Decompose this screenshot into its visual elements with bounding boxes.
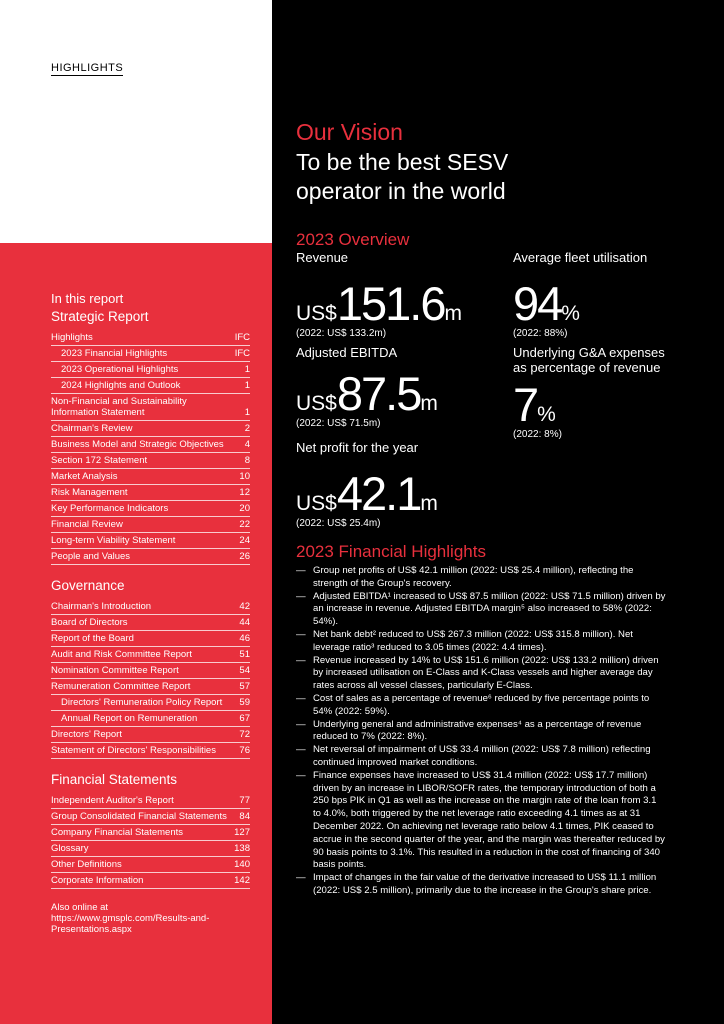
table-of-contents [51, 291, 250, 935]
toc-entry[interactable] [51, 647, 250, 663]
vision-statement: To be the best SESV operator in the world [296, 149, 509, 204]
toc-entry-page: 42 [239, 601, 250, 612]
highlight-text: Underlying general and administrative expenses⁴ as a percentage of revenue reduced to 7% (2022: 8%). [313, 718, 642, 743]
financial-highlights-heading: 2023 Financial Highlights [296, 542, 486, 561]
highlight-text: Group net profits of US$ 42.1 million (2022: US$ 25.4 million), reflecting the strength of the Group's recovery. [313, 565, 634, 589]
toc-entry-label: Business Model and Strategic Objectives [51, 439, 224, 450]
highlight-bullet [296, 565, 666, 591]
kpi-unit: m [420, 492, 438, 515]
toc-section [51, 772, 250, 889]
kpi-value [296, 277, 462, 330]
toc-entry[interactable] [51, 873, 250, 889]
toc-entry-page: 26 [239, 551, 250, 562]
overview-heading: 2023 Overview [296, 230, 410, 249]
toc-entry[interactable] [51, 394, 250, 421]
toc-entry-label: Long-term Viability Statement [51, 535, 176, 546]
toc-entry[interactable] [51, 841, 250, 857]
toc-entry-page: 57 [239, 681, 250, 692]
highlight-bullet [296, 693, 666, 719]
toc-entry-label: Financial Review [51, 519, 123, 530]
toc-entry[interactable] [51, 695, 250, 711]
kpi-utilisation [513, 250, 647, 339]
toc-entry-page: 127 [234, 827, 250, 838]
highlight-text: Finance expenses have increased to US$ 31.4 million (2022: US$ 17.7 million) driven by an increase in LIBOR/SOFR rates, the temporary introduction of both a 250 bps PIK in Q1 as well as the increase on the margin rate of the loan from 3.1 to 4.0%, both triggered by the net leverage ratio exceeding 4.1 times as at 31 December 2022. On achieving net leverage ratio below 4.1 times, PIK ceased to accrue in the second quarter of the year, and the margin was thereafter reduced by 90 basis points to 3.1%. This resulted in a reduction in the cost of financing of 340 basis points. [313, 769, 665, 871]
kpi-net-profit [296, 440, 438, 529]
toc-entry-page: 22 [239, 519, 250, 530]
toc-section-title: Strategic Report [51, 309, 149, 324]
toc-entry-label: Market Analysis [51, 471, 118, 482]
highlight-text: Impact of changes in the fair value of the derivative increased to US$ 11.1 million (2022: US$ 2.5 million), primarily due to the increase in the Group's share price. [313, 872, 657, 896]
toc-groups [51, 309, 250, 889]
dash-icon: — [296, 718, 306, 730]
dash-icon: — [296, 590, 306, 602]
toc-entry-page: 44 [239, 617, 250, 628]
dash-icon: — [296, 565, 306, 576]
kpi-prefix: US$ [296, 302, 337, 325]
toc-entry-page: 77 [239, 795, 250, 806]
highlight-bullet [296, 770, 666, 872]
highlight-text: Revenue increased by 14% to US$ 151.6 million (2022: US$ 133.2 million) driven by increased utilisation on E-Class and K-Class vessels and higher average day rates across all vessel classes, particularly E-Class. [313, 654, 659, 692]
kpi-unit: % [561, 302, 580, 325]
toc-entry-label: Corporate Information [51, 875, 144, 886]
toc-entry-label: Group Consolidated Financial Statements [51, 811, 227, 822]
toc-entry[interactable] [51, 346, 250, 362]
toc-entry[interactable] [51, 501, 250, 517]
toc-entry[interactable] [51, 663, 250, 679]
toc-entry-label: Glossary [51, 843, 89, 854]
toc-entry-page: 24 [239, 535, 250, 546]
toc-entry-label: 2024 Highlights and Outlook [61, 380, 181, 391]
kpi-label: Underlying G&A expenses as percentage of revenue [513, 345, 665, 375]
toc-entry[interactable] [51, 711, 250, 727]
toc-entry[interactable] [51, 679, 250, 695]
toc-entry-page: 54 [239, 665, 250, 676]
highlight-text: Adjusted EBITDA¹ increased to US$ 87.5 million (2022: US$ 71.5 million) driven by an increase in revenue. Adjusted EBITDA margin⁵ also increased to 58% (2022: 54%). [313, 590, 666, 628]
toc-entry-label: Key Performance Indicators [51, 503, 169, 514]
toc-entry[interactable] [51, 825, 250, 841]
toc-entry[interactable] [51, 549, 250, 565]
toc-entry-page: 1 [244, 364, 250, 375]
kpi-value [296, 367, 438, 420]
kpi-label: Adjusted EBITDA [296, 345, 398, 360]
toc-entry-page: 140 [234, 859, 250, 870]
kpi-label: Average fleet utilisation [513, 250, 648, 265]
kpi-label: Revenue [296, 250, 349, 265]
toc-entry[interactable] [51, 469, 250, 485]
left-panel-top [0, 0, 272, 243]
toc-entry-label: Company Financial Statements [51, 827, 184, 838]
toc-entry[interactable] [51, 743, 250, 759]
toc-entry-page: IFC [234, 332, 250, 343]
kpi-unit: % [537, 403, 556, 426]
toc-entry[interactable] [51, 615, 250, 631]
highlight-bullet [296, 591, 666, 629]
toc-entry-page: 67 [239, 713, 250, 724]
toc-entry-page: 4 [244, 439, 250, 450]
toc-entry-label: Section 172 Statement [51, 455, 148, 466]
toc-entry-page: 76 [239, 745, 250, 756]
toc-entry-label: Audit and Risk Committee Report [51, 649, 192, 660]
toc-entry[interactable] [51, 793, 250, 809]
highlight-bullet [296, 655, 666, 693]
dash-icon: — [296, 744, 306, 756]
highlight-text: Net bank debt² reduced to US$ 267.3 million (2022: US$ 315.8 million). Net leverage ratio³ reduced to 3.05 times (2022: 4.4 times). [313, 628, 633, 653]
toc-entry-page: 1 [244, 407, 250, 418]
toc-entry-label: Statement of Directors' Responsibilities [51, 745, 216, 756]
dash-icon: — [296, 654, 306, 666]
kpi-prefix: US$ [296, 492, 337, 515]
toc-entry-label: Chairman's Introduction [51, 601, 152, 612]
kpi-number: 7 [513, 378, 538, 431]
kpi-revenue [296, 250, 462, 339]
toc-entry-label: Board of Directors [51, 617, 128, 628]
highlight-text: Net reversal of impairment of US$ 33.4 million (2022: US$ 7.8 million) reflecting continued improved market conditions. [313, 744, 651, 768]
kpi-number: 151.6 [336, 277, 445, 330]
toc-entry-page: 138 [234, 843, 250, 854]
highlight-bullet [296, 872, 666, 898]
dash-icon: — [296, 769, 306, 781]
toc-entry-page: 142 [234, 875, 250, 886]
toc-entry-page: 20 [239, 503, 250, 514]
kpi-number: 94 [513, 277, 562, 330]
toc-entry-page: 84 [239, 811, 250, 822]
kpi-prefix: US$ [296, 392, 337, 415]
vision-heading: Our Vision [296, 119, 403, 145]
section-tag: HIGHLIGHTS [51, 62, 124, 74]
toc-entry-page: 8 [244, 455, 250, 466]
toc-entry-label: Other Definitions [51, 859, 122, 870]
kpi-comparison: (2022: US$ 133.2m) [296, 328, 387, 339]
also-online-note: Also online at https://www.gmsplc.com/Results-and-Presentations.aspx [51, 902, 210, 935]
toc-entry[interactable] [51, 453, 250, 469]
toc-section [51, 578, 250, 759]
toc-entry-label: 2023 Operational Highlights [61, 364, 179, 375]
toc-entry-label: Directors' Report [51, 729, 122, 740]
toc-entry-label: Report of the Board [51, 633, 134, 644]
toc-entry-label: Annual Report on Remuneration [61, 713, 198, 724]
toc-entry-page: 10 [239, 471, 250, 482]
kpi-comparison: (2022: US$ 25.4m) [296, 518, 381, 529]
toc-entry-label: Independent Auditor's Report [51, 795, 174, 806]
kpi-unit: m [420, 392, 438, 415]
kpi-value [513, 378, 673, 431]
toc-entry-page: IFC [234, 348, 250, 359]
toc-entry[interactable] [51, 533, 250, 549]
toc-entry[interactable] [51, 421, 250, 437]
kpi-label: Net profit for the year [296, 440, 419, 455]
toc-entry-label: Risk Management [51, 487, 128, 498]
highlight-bullet [296, 629, 666, 655]
kpi-comparison: (2022: US$ 71.5m) [296, 418, 381, 429]
kpi-ga-expenses [513, 345, 673, 440]
toc-entry[interactable] [51, 485, 250, 501]
toc-entry-page: 2 [244, 423, 250, 434]
toc-entry[interactable] [51, 599, 250, 615]
toc-entry-page: 46 [239, 633, 250, 644]
dash-icon: — [296, 692, 306, 704]
highlight-bullet [296, 719, 666, 745]
toc-entry[interactable] [51, 727, 250, 743]
kpi-value [513, 277, 647, 330]
kpi-unit: m [444, 302, 462, 325]
financial-highlights-list [296, 565, 666, 898]
highlight-text: Cost of sales as a percentage of revenue⁶ reduced by five percentage points to 54% (2022: 59%). [313, 692, 650, 717]
highlight-bullet [296, 744, 666, 770]
kpi-value [296, 467, 438, 520]
toc-entry[interactable] [51, 631, 250, 647]
toc-entry-label: Non-Financial and Sustainability Information Statement [51, 396, 187, 418]
kpi-ebitda [296, 345, 438, 429]
toc-entry-page: 59 [239, 697, 250, 708]
kpi-comparison: (2022: 88%) [513, 328, 568, 339]
toc-entry-label: Remuneration Committee Report [51, 681, 191, 692]
dash-icon: — [296, 872, 306, 884]
toc-section-title: Financial Statements [51, 772, 178, 787]
toc-entry-label: Highlights [51, 332, 93, 343]
toc-entry-label: Chairman's Review [51, 423, 133, 434]
kpi-number: 42.1 [336, 467, 421, 520]
kpi-number: 87.5 [336, 367, 421, 420]
toc-entry[interactable] [51, 517, 250, 533]
toc-entry-label: 2023 Financial Highlights [61, 348, 168, 359]
toc-section-title: Governance [51, 578, 125, 593]
toc-entry[interactable] [51, 362, 250, 378]
toc-entry-page: 72 [239, 729, 250, 740]
kpi-comparison: (2022: 8%) [513, 429, 562, 440]
toc-entry-label: People and Values [51, 551, 131, 562]
toc-entry-label: Directors' Remuneration Policy Report [61, 697, 223, 708]
dash-icon: — [296, 628, 306, 640]
toc-entry-label: Nomination Committee Report [51, 665, 179, 676]
toc-entry-page: 12 [239, 487, 250, 498]
toc-entry-page: 51 [239, 649, 250, 660]
toc-entry[interactable] [51, 330, 250, 346]
toc-heading: In this report [51, 291, 124, 306]
toc-entry[interactable] [51, 437, 250, 453]
toc-entry[interactable] [51, 378, 250, 394]
contents-panel [0, 243, 272, 1024]
toc-entry[interactable] [51, 857, 250, 873]
toc-section [51, 309, 250, 565]
toc-entry-page: 1 [244, 380, 250, 391]
toc-entry[interactable] [51, 809, 250, 825]
